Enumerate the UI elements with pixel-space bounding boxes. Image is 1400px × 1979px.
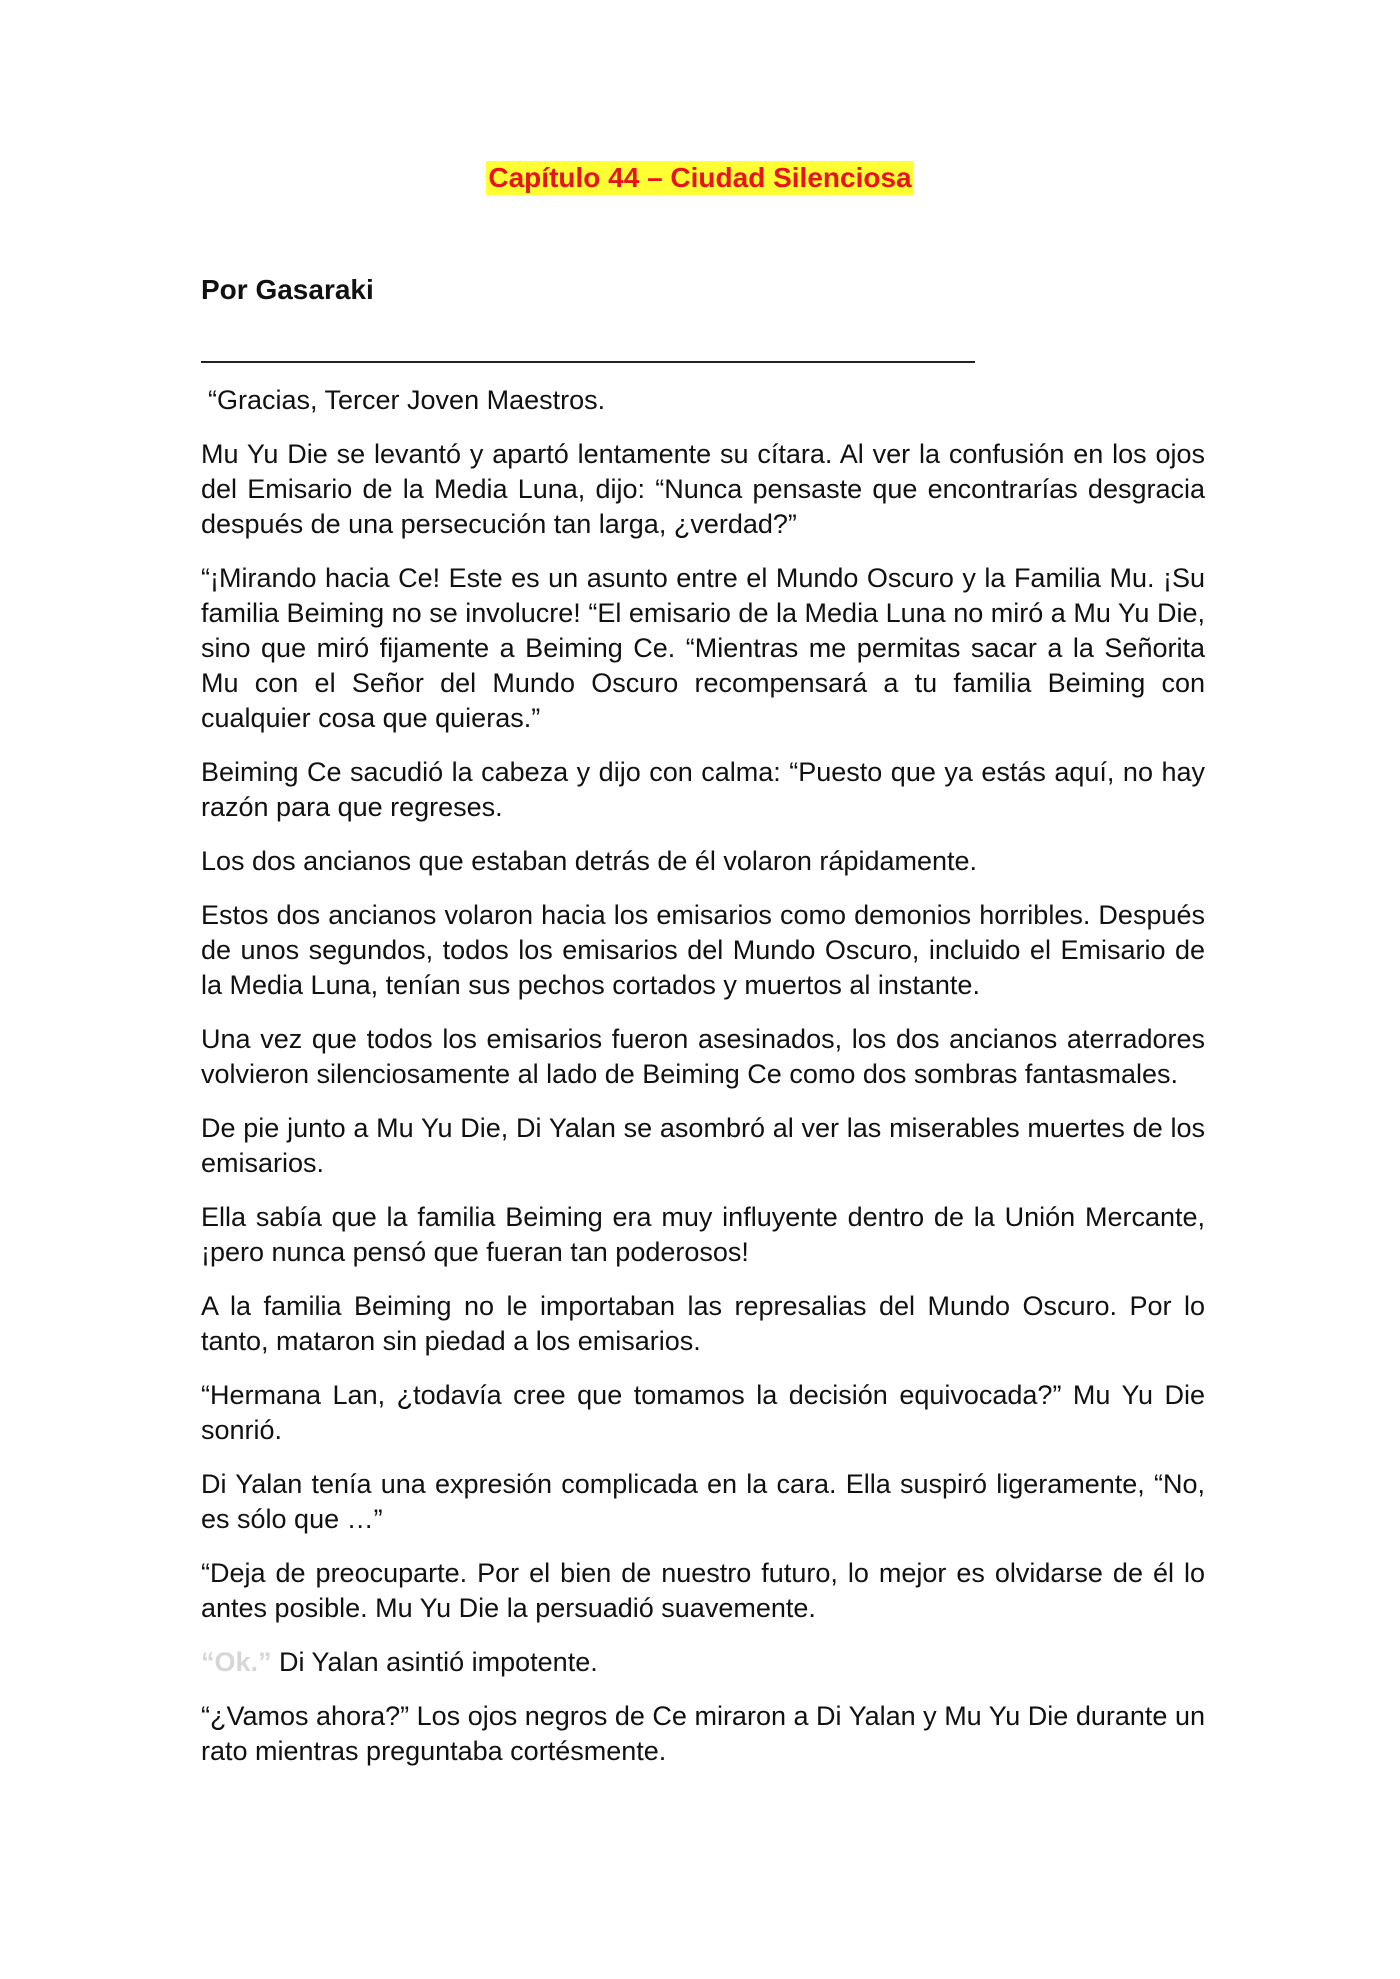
paragraph: “Deja de preocuparte. Por el bien de nuestro futuro, lo mejor es olvidarse de él lo antes posible. Mu Yu Die la persuadió suavemente. bbox=[201, 1558, 1205, 1623]
paragraph: Beiming Ce sacudió la cabeza y dijo con calma: “Puesto que ya estás aquí, no hay razón para que regreses. bbox=[201, 757, 1205, 822]
faded-ok-text: “Ok.” bbox=[201, 1647, 272, 1677]
chapter-title: Capítulo 44 – Ciudad Silenciosa bbox=[488, 162, 912, 193]
ok-paragraph-rest: Di Yalan asintió impotente. bbox=[271, 1647, 598, 1677]
paragraph: Mu Yu Die se levantó y apartó lentamente su cítara. Al ver la confusión en los ojos del Emisario de la Media Luna, dijo: “Nunca pensaste que encontrarías desgracia después de una persecución tan larga, ¿verdad?” bbox=[201, 439, 1205, 539]
body-text bbox=[201, 383, 1205, 1788]
paragraph: “Hermana Lan, ¿todavía cree que tomamos la decisión equivocada?” Mu Yu Die sonrió. bbox=[201, 1380, 1205, 1445]
paragraph: A la familia Beiming no le importaban las represalias del Mundo Oscuro. Por lo tanto, mataron sin piedad a los emisarios. bbox=[201, 1291, 1205, 1356]
separator-rule bbox=[201, 361, 975, 363]
paragraph: Estos dos ancianos volaron hacia los emisarios como demonios horribles. Después de unos segundos, todos los emisarios del Mundo Oscuro, incluido el Emisario de la Media Luna, tenían sus pechos cortados y muertos al instante. bbox=[201, 900, 1205, 1000]
paragraph: Di Yalan tenía una expresión complicada en la cara. Ella suspiró ligeramente, “No, es sólo que …” bbox=[201, 1469, 1205, 1534]
title-block bbox=[0, 161, 1400, 195]
paragraph: “¡Mirando hacia Ce! Este es un asunto entre el Mundo Oscuro y la Familia Mu. ¡Su familia Beiming no se involucre! “El emisario de la Media Luna no miró a Mu Yu Die, sino que miró fijamente a Beiming Ce. “Mientras me permitas sacar a la Señorita Mu con el Señor del Mundo Oscuro recompensará a tu familia Beiming con cualquier cosa que quieras.” bbox=[201, 563, 1205, 733]
paragraph-ok bbox=[201, 1645, 1205, 1680]
paragraph: Una vez que todos los emisarios fueron asesinados, los dos ancianos aterradores volvieron silenciosamente al lado de Beiming Ce como dos sombras fantasmales. bbox=[201, 1024, 1205, 1089]
paragraph: Ella sabía que la familia Beiming era muy influyente dentro de la Unión Mercante, ¡pero nunca pensó que fueran tan poderosos! bbox=[201, 1202, 1205, 1267]
author-line: Por Gasaraki bbox=[201, 274, 374, 305]
paragraph: Los dos ancianos que estaban detrás de él volaron rápidamente. bbox=[201, 846, 978, 876]
paragraph: “¿Vamos ahora?” Los ojos negros de Ce miraron a Di Yalan y Mu Yu Die durante un rato mientras preguntaba cortésmente. bbox=[201, 1701, 1205, 1766]
paragraph: “Gracias, Tercer Joven Maestros. bbox=[208, 385, 606, 415]
paragraph: De pie junto a Mu Yu Die, Di Yalan se asombró al ver las miserables muertes de los emisarios. bbox=[201, 1113, 1205, 1178]
